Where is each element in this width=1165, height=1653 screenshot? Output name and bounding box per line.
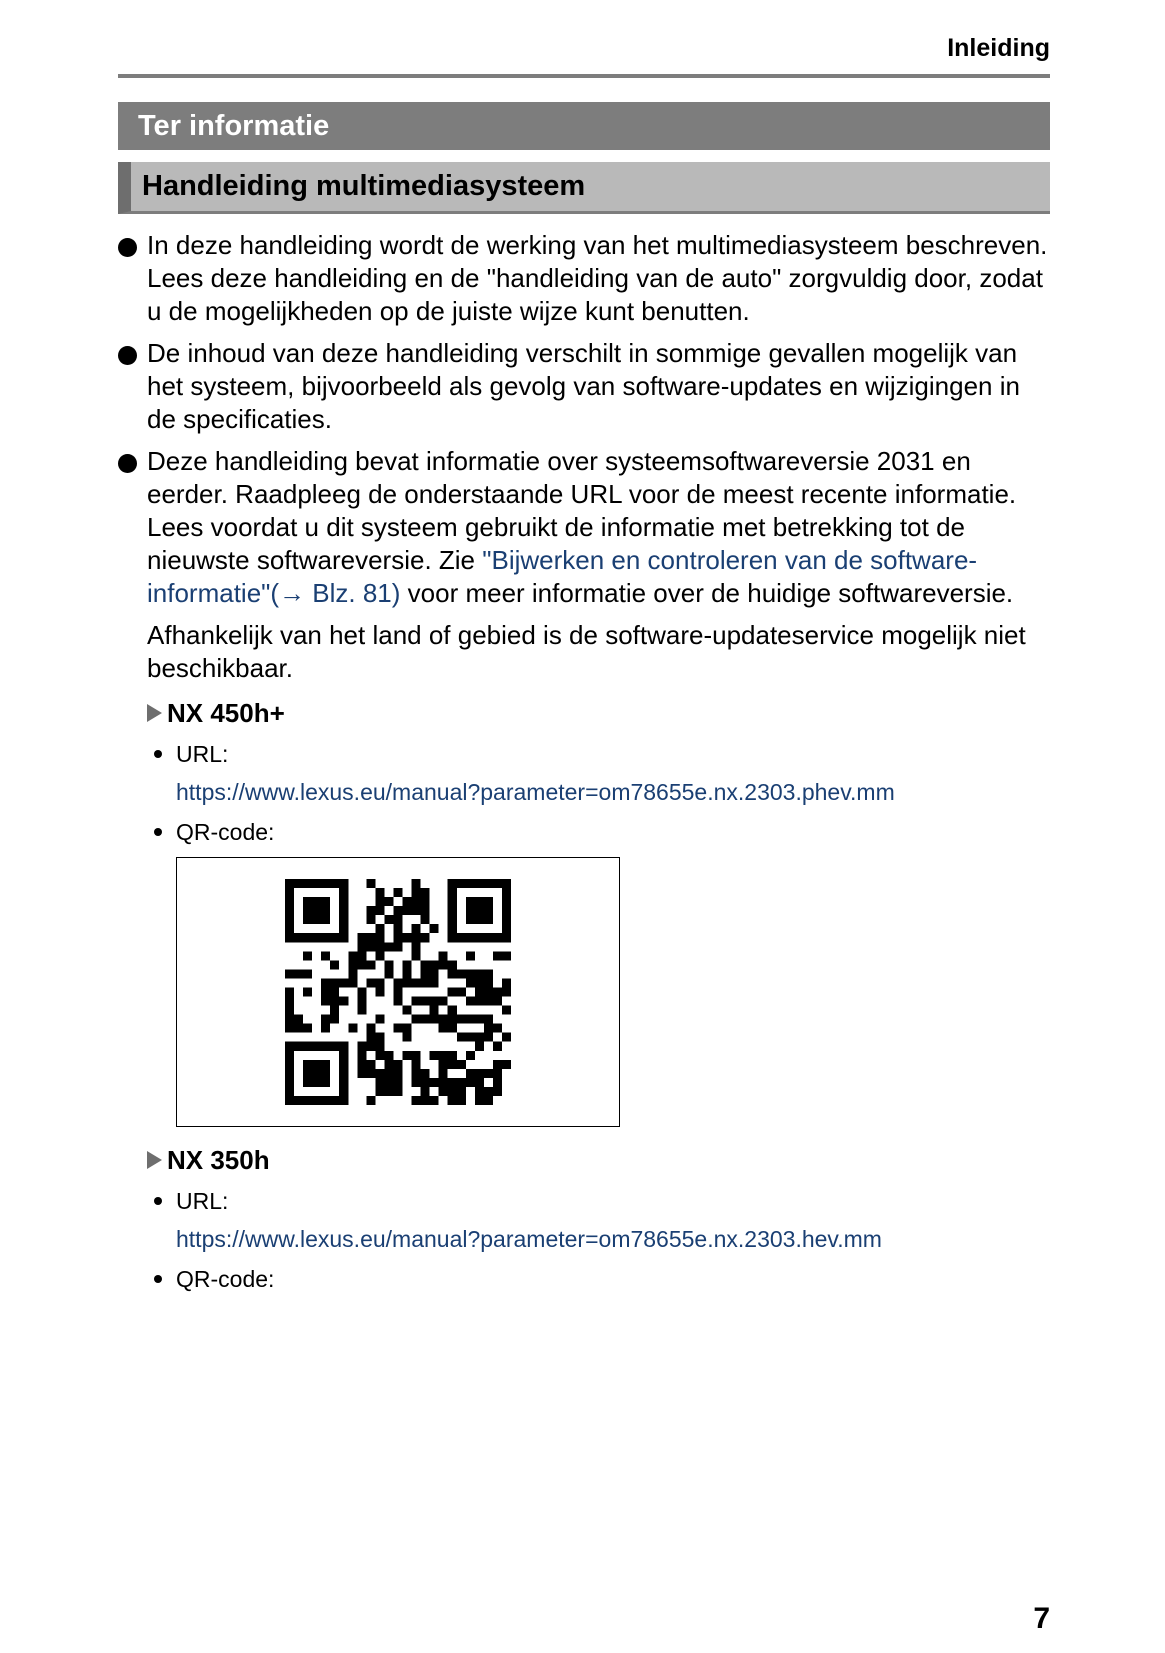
triangle-right-icon [147,1151,162,1169]
url-item [118,1186,1050,1216]
bullet-text: In deze handleiding wordt de werking van het multimediasysteem beschreven. Lees deze handleiding en de "handleiding van de auto" zorgvuldig door, zodat u de mogelijkheden op de juiste wijze kunt benutten. [147,230,1048,326]
section-label: Inleiding [947,34,1050,62]
qr-code-icon [285,879,511,1105]
bullet-text-continued: voor meer informatie over de huidige softwareversie. [400,578,1014,608]
availability-note: Afhankelijk van het land of gebied is de software-updateservice mogelijk niet beschikbaar. [147,620,1026,683]
model-name: NX 350h [167,1144,270,1175]
qr-code-box [176,857,620,1127]
url-label: URL: [176,1188,229,1214]
bullet-paragraph [118,445,1050,610]
bullet-dot-icon [154,1197,162,1205]
url-label: URL: [176,741,229,767]
bullet-dot-icon [154,750,162,758]
page-number: 7 [1033,1602,1050,1635]
bullet-dot-icon [118,454,137,473]
bullet-text: De inhoud van deze handleiding verschilt in sommige gevallen mogelijk van het systeem, bijvoorbeeld als gevolg van software-updates en wijzigingen in de specificaties. [147,338,1020,434]
qr-item [118,817,1050,847]
qr-label: QR-code: [176,819,275,845]
bullet-paragraph [118,337,1050,436]
software-info-link[interactable]: "Bijwerken en controleren van de software-informatie"(→ Blz. 81) [147,545,978,608]
manual-url-link[interactable]: https://www.lexus.eu/manual?parameter=om78655e.nx.2303.hev.mm [176,1226,882,1252]
section-banner: Ter informatie [118,102,1050,150]
model-name: NX 450h+ [167,697,285,728]
model-heading [118,1140,1050,1180]
bullet-text: Deze handleiding bevat informatie over systeemsoftwareversie 2031 en eerder. Raadpleeg de onderstaande URL voor de meest recente informatie. Lees voordat u dit systeem gebruikt de informatie met betrekking tot de nieuwste softwareversie. Zie [147,446,1017,575]
qr-item [118,1264,1050,1294]
triangle-right-icon [147,704,162,722]
url-item [118,739,1050,769]
bullet-dot-icon [154,828,162,836]
page-content [118,229,1050,1294]
bullet-dot-icon [118,238,137,257]
qr-label: QR-code: [176,1266,275,1292]
subsection-banner: Handleiding multimediasysteem [118,162,1050,214]
model-heading [118,693,1050,733]
manual-url-link[interactable]: https://www.lexus.eu/manual?parameter=om78655e.nx.2303.phev.mm [176,779,895,805]
bullet-dot-icon [118,346,137,365]
bullet-paragraph [118,229,1050,328]
header-rule [118,74,1050,78]
bullet-dot-icon [154,1275,162,1283]
